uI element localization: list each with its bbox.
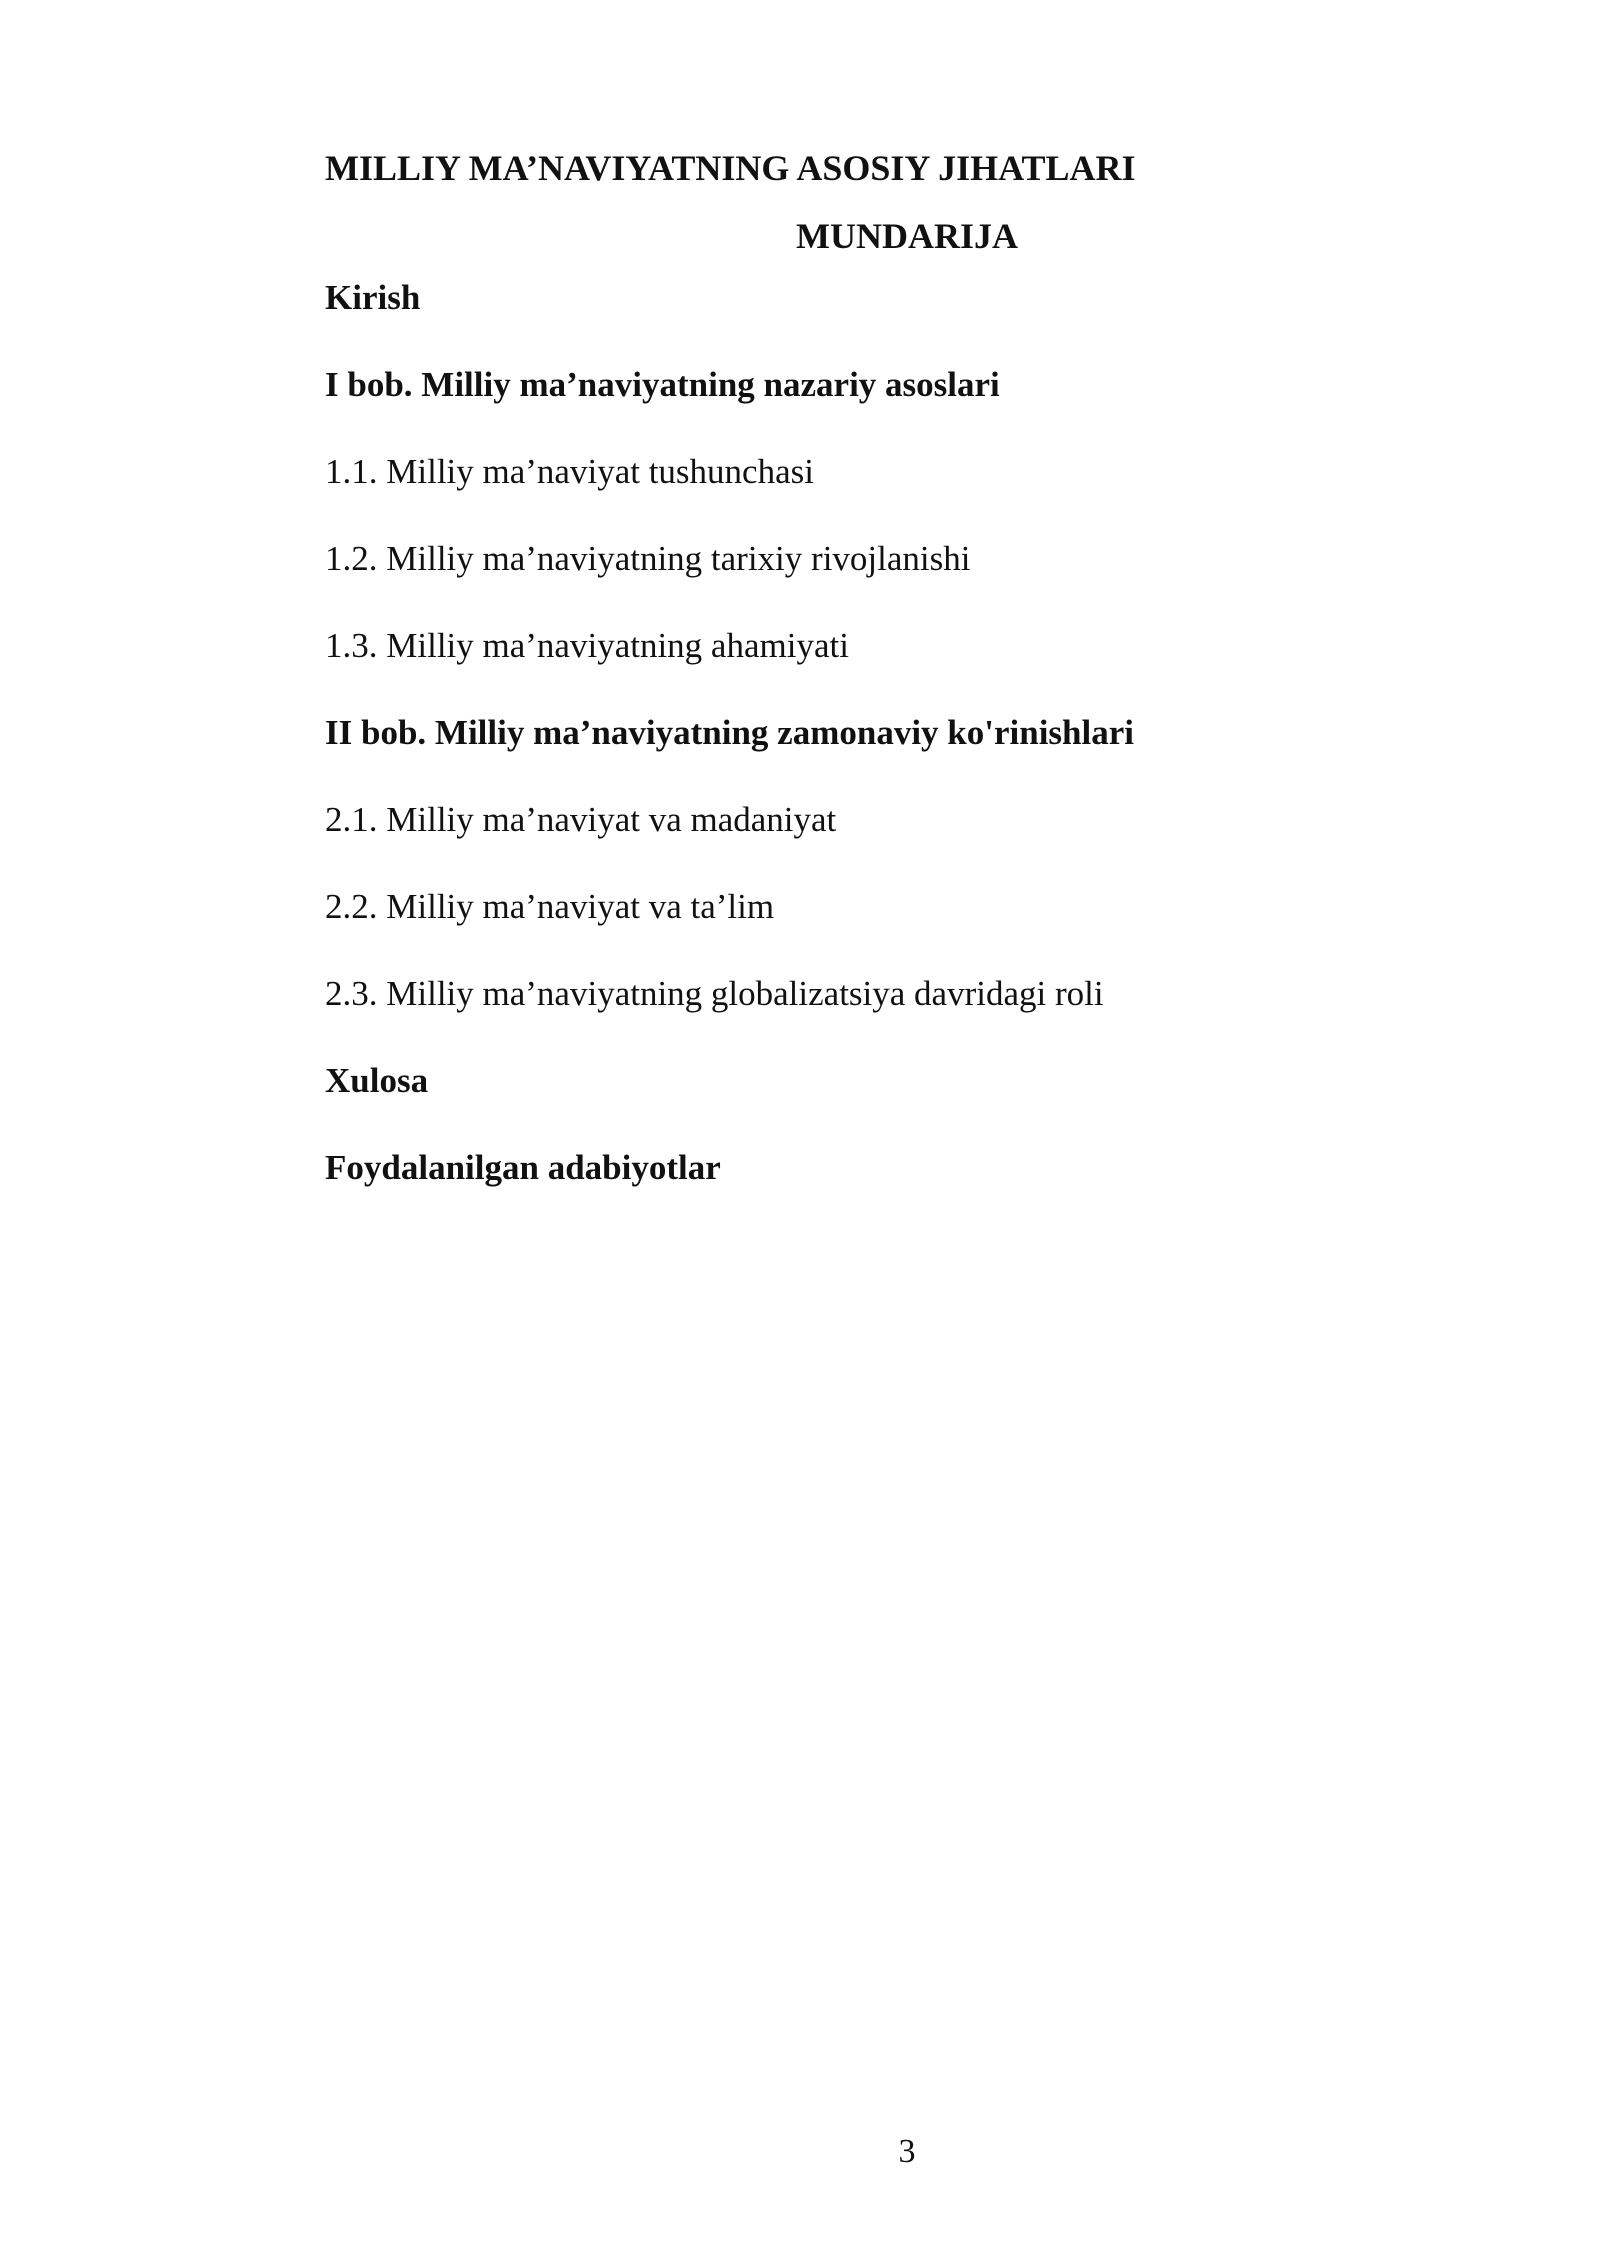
toc-item-section-2-1: 2.1. Milliy ma’naviyat va madaniyat [325,800,837,839]
toc-heading: MUNDARIJA [796,216,1018,256]
document-title: MILLIY MA’NAVIYATNING ASOSIY JIHATLARI [325,148,1136,188]
toc-item-section-1-3: 1.3. Milliy ma’naviyatning ahamiyati [325,626,849,665]
toc-item-section-1-1: 1.1. Milliy ma’naviyat tushunchasi [325,452,814,491]
toc-item-section-2-3: 2.3. Milliy ma’naviyatning globalizatsiya davridagi roli [325,974,1104,1013]
toc-item-section-2-2: 2.2. Milliy ma’naviyat va ta’lim [325,887,775,926]
toc-item-chapter-2: II bob. Milliy ma’naviyatning zamonaviy ko'rinishlari [325,713,1134,752]
toc-item-conclusion: Xulosa [325,1061,429,1100]
page-number: 3 [898,2133,916,2170]
toc-item-chapter-1: I bob. Milliy ma’naviyatning nazariy asoslari [325,365,1000,404]
table-of-contents [325,280,1475,1237]
toc-item-section-1-2: 1.2. Milliy ma’naviyatning tarixiy rivojlanishi [325,539,971,578]
toc-item-references: Foydalanilgan adabiyotlar [325,1148,721,1187]
toc-item-introduction: Kirish [325,278,421,317]
